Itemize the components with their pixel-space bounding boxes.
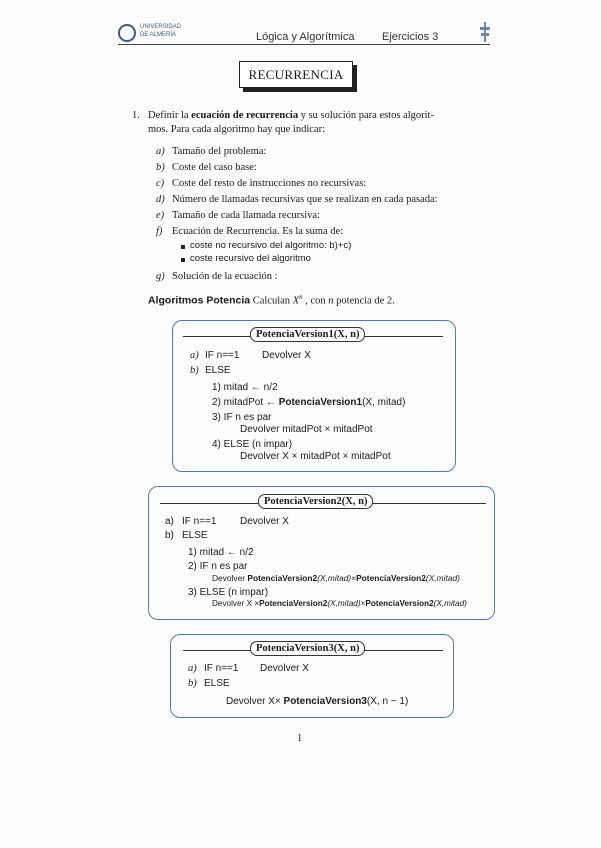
- box2-b-label: b): [165, 530, 174, 541]
- header-rule: [118, 44, 490, 45]
- header-emblem-icon: [479, 22, 491, 42]
- box1-step4-action: Devolver X × mitadPot × mitadPot: [240, 451, 391, 462]
- box1-step3-action: Devolver mitadPot × mitadPot: [240, 424, 373, 435]
- page-title: RECURRENCIA: [239, 61, 353, 88]
- logo-text-line1: UNIVERSIDAD: [140, 24, 182, 30]
- item-label: b): [156, 162, 165, 173]
- box2-step1: 1) mitad ← n/2: [188, 547, 254, 558]
- box3-b-text: ELSE: [204, 678, 230, 689]
- box1-a-action: Devolver X: [262, 350, 311, 361]
- item-text: Tamaño del problema:: [172, 146, 267, 157]
- subitem-text: coste recursivo del algoritmo: [190, 253, 311, 264]
- logo-emblem-icon: [118, 24, 136, 42]
- item-text: Número de llamadas recursivas que se realizan en cada pasada:: [172, 194, 438, 205]
- box2-a-cond: IF n==1: [182, 516, 217, 527]
- item-text: Solución de la ecuación :: [172, 271, 278, 282]
- box2-b-text: ELSE: [182, 530, 208, 541]
- box1-step2: 2) mitadPot ← PotenciaVersion1(X, mitad): [212, 397, 406, 408]
- box2-step2: 2) IF n es par: [188, 561, 248, 572]
- item-label: d): [156, 194, 165, 205]
- box1-step1: 1) mitad ← n/2: [212, 382, 278, 393]
- subitem-text: coste no recursivo del algoritmo: b)+c): [190, 240, 352, 251]
- exercise-line1: Definir la ecuación de recurrencia y su solución para estos algorit-: [148, 110, 434, 121]
- item-label: c): [156, 178, 165, 189]
- box3-b-label: b): [188, 678, 197, 689]
- bullet-icon: [181, 245, 185, 249]
- item-label: a): [156, 146, 165, 157]
- box3-a-cond: IF n==1: [204, 663, 239, 674]
- item-text: Ecuación de Recurrencia. Es la suma de:: [172, 226, 344, 237]
- box3-a-label: a): [188, 663, 197, 674]
- box3-a-action: Devolver X: [260, 663, 309, 674]
- box2-title: PotenciaVersion2(X, n): [258, 494, 373, 509]
- header-sheet: Ejercicios 3: [382, 31, 439, 43]
- item-text: Coste del resto de instrucciones no recursivas:: [172, 178, 367, 189]
- box2-step2-action: Devolver PotenciaVersion2(X,mitad)×PotenciaVersion2(X,mitad): [212, 573, 460, 583]
- box1-title: PotenciaVersion1(X, n): [250, 327, 365, 342]
- exercise-line2: mos. Para cada algoritmo hay que indicar:: [148, 124, 325, 135]
- box3-action: Devolver X× PotenciaVersion3(X, n − 1): [226, 696, 409, 707]
- item-label: g): [156, 271, 165, 282]
- box2-step3-action: Devolver X ×PotenciaVersion2(X,mitad)×PotenciaVersion2(X,mitad): [212, 599, 467, 608]
- box1-b-label: b): [190, 365, 199, 376]
- box1-step3: 3) IF n es par: [212, 412, 272, 423]
- box3-title: PotenciaVersion3(X, n): [250, 641, 365, 656]
- box2-step3: 3) ELSE (n impar): [188, 587, 269, 598]
- university-logo: [118, 22, 184, 44]
- item-text: Coste del caso base:: [172, 162, 257, 173]
- algorithms-heading: Algoritmos Potencia Calculan $X^n$ , con n potencia de 2.: [148, 293, 395, 307]
- item-label: e): [156, 210, 165, 221]
- header-subject: Lógica y Algorítmica: [256, 31, 355, 43]
- item-text: Tamaño de cada llamada recursiva:: [172, 210, 320, 221]
- page-number: 1: [297, 733, 303, 744]
- box1-step4: 4) ELSE (n impar): [212, 439, 293, 450]
- item-label: f): [156, 226, 163, 237]
- box1-a-cond: IF n==1: [205, 350, 240, 361]
- box1-b-text: ELSE: [205, 365, 231, 376]
- box2-a-label: a): [165, 516, 174, 527]
- bullet-icon: [181, 258, 185, 262]
- exercise-number: 1.: [132, 110, 140, 121]
- logo-text-line2: DE ALMERÍA: [140, 32, 177, 38]
- box2-a-action: Devolver X: [240, 516, 289, 527]
- box1-a-label: a): [190, 350, 199, 361]
